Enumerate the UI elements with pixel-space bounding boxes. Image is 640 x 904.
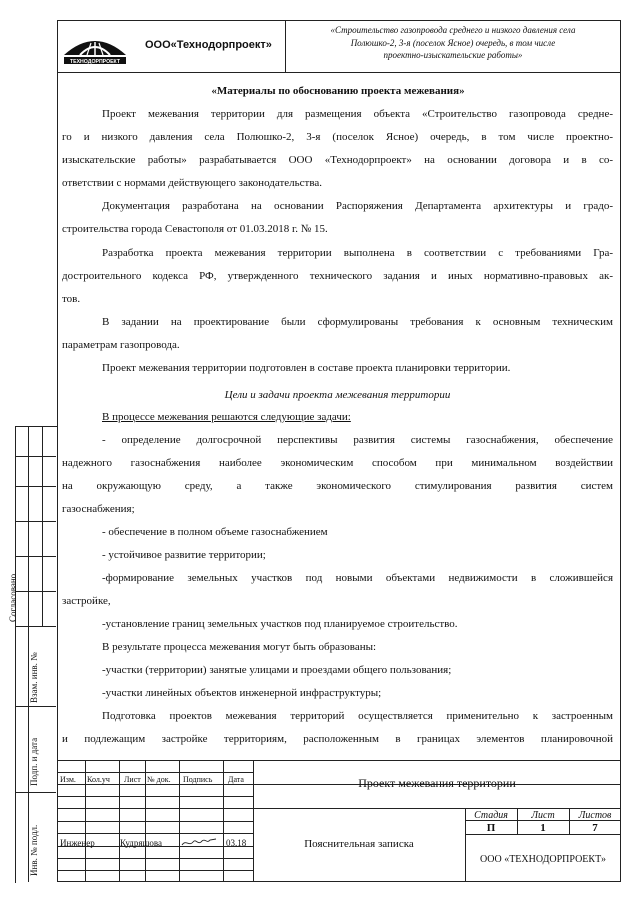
- page-frame: [57, 20, 621, 882]
- col-kol-uch: Кол.уч: [87, 775, 110, 784]
- list-item: - определение долгосрочной перспективы развития системы газоснабжения, обеспечение: [102, 434, 613, 446]
- project-name: Проект межевания территории: [358, 776, 516, 790]
- role: Инженер: [60, 838, 95, 848]
- paragraph-line: го и низкого давления села Полюшко-2, 3-я (поселок Ясное) очередь, в том числе проектно-: [62, 131, 613, 143]
- inv-podl-label: Инв. № подл.: [29, 824, 39, 876]
- object-title-line: Полюшко-2, 3-я (поселок Ясное) очередь, в том числе: [350, 37, 556, 48]
- col-list: Лист: [124, 775, 141, 784]
- paragraph-line: Проект межевания территории подготовлен в составе проекта планировки территории.: [102, 362, 511, 374]
- vzam-inv-label: Взам. инв. №: [29, 652, 39, 703]
- person-name: Кудряшова: [120, 838, 163, 848]
- paragraph-line: Разработка проекта межевания территории выполнена в соответствии с требованиями Гра-: [102, 247, 613, 259]
- paragraph-line: параметрам газопровода.: [62, 339, 180, 351]
- list-item: - устойчивое развитие территории;: [102, 549, 266, 561]
- company-logo: [60, 25, 130, 69]
- header-divider: [57, 72, 621, 73]
- list-item-continued: газоснабжения;: [62, 503, 135, 515]
- paragraph-line: В задании на проектирование были сформулированы требования к основным техническим: [102, 316, 613, 328]
- stage-label: Стадия: [474, 810, 508, 821]
- tasks-heading: В процессе межевания решаются следующие задачи:: [102, 411, 351, 423]
- company-name: ООО«Технодорпроект»: [145, 39, 272, 51]
- list-item: - обеспечение в полном объеме газоснабжением: [102, 526, 328, 538]
- sheet-label: Лист: [531, 810, 555, 821]
- section-subtitle: Цели и задачи проекта межевания территории: [224, 389, 451, 401]
- paragraph-line: ответствии с нормами действующего законодательства.: [62, 177, 323, 189]
- header-vertical-divider: [285, 20, 286, 72]
- logo-text: ТЕХНОДОРПРОЕКТ: [69, 59, 121, 65]
- paragraph-line: Документация разработана на основании Распоряжения Департамента архитектуры и градо-: [102, 200, 613, 212]
- date-value: 03.18: [226, 838, 247, 848]
- col-n-dok: № док.: [147, 775, 171, 784]
- podp-data-label: Подп. и дата: [29, 737, 39, 786]
- sheets-value: 7: [592, 822, 598, 834]
- col-podpis: Подпись: [183, 775, 213, 784]
- sheets-label: Листов: [578, 810, 612, 821]
- signature-mark: [180, 835, 218, 849]
- paragraph-line: и подлежащим застройке территориям, расположенным в границах элементов планировочной: [62, 733, 613, 745]
- paragraph-line: Проект межевания территории для размещения объекта «Строительство газопровода средне-: [102, 108, 613, 120]
- list-item: -формирование земельных участков под новыми объектами недвижимости в сложившейся: [102, 572, 613, 584]
- list-item-continued: на окружающую среду, а также экономического стимулирования развития систем: [62, 480, 613, 492]
- paragraph-line: В результате процесса межевания могут быть образованы:: [102, 641, 377, 653]
- list-item-continued: надежного газоснабжения наиболее экономическим способом при минимальном воздействии: [62, 457, 613, 469]
- paragraph-line: Подготовка проектов межевания территорий осуществляется применительно к застроенным: [102, 710, 613, 722]
- paragraph-line: изыскательские работы» разрабатывается ООО «Технодорпроект» на основании договора и в со-: [62, 154, 613, 166]
- list-item: -установление границ земельных участков под планируемое строительство.: [102, 618, 458, 630]
- list-item: -участки линейных объектов инженерной инфраструктуры;: [102, 687, 382, 699]
- doc-name: Пояснительная записка: [304, 838, 414, 850]
- list-item: -участки (территории) занятые улицами и проездами общего пользования;: [102, 664, 452, 676]
- soglasovano-label: Согласовано: [8, 573, 18, 622]
- object-title-line: «Строительство газопровода среднего и низкого давления села: [330, 25, 576, 35]
- object-title-line: проектно-изыскательские работы»: [383, 50, 523, 60]
- col-data: Дата: [228, 775, 244, 784]
- object-title: [288, 24, 618, 62]
- paragraph-line: строительства города Севастополя от 01.03.2018 г. № 15.: [62, 223, 328, 235]
- sheet-value: 1: [540, 822, 546, 834]
- col-izm: Изм.: [60, 775, 76, 784]
- stage-value: П: [486, 822, 496, 834]
- paragraph-line: тов.: [62, 293, 81, 305]
- paragraph-line: достроительного кодекса РФ, утвержденного технического задания и иных нормативно-правовых ак-: [62, 270, 613, 282]
- list-item-continued: застройке,: [62, 595, 111, 607]
- organization: ООО «ТЕХНОДОРПРОЕКТ»: [480, 854, 606, 865]
- document-title: «Материалы по обоснованию проекта межевания»: [211, 85, 465, 97]
